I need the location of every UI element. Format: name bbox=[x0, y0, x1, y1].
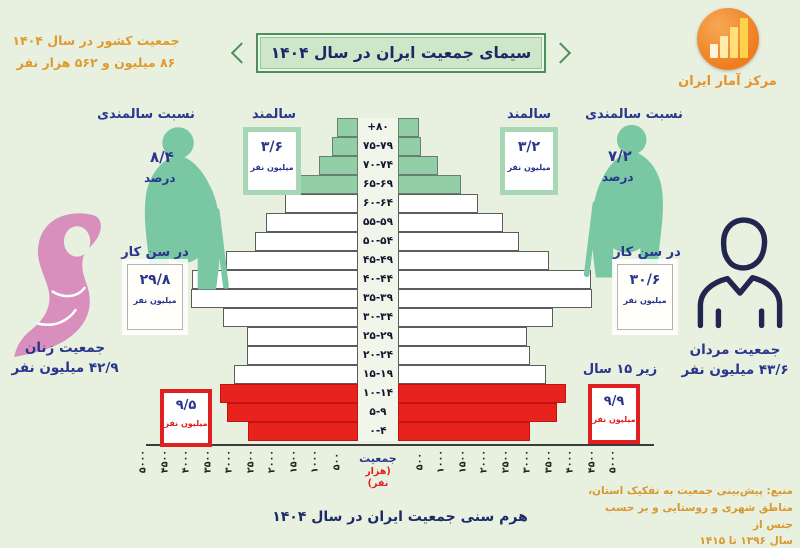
pyramid-bar-female bbox=[285, 194, 358, 213]
pyramid-bar-female bbox=[247, 327, 358, 346]
pyramid-bar-male bbox=[398, 251, 549, 270]
age-group-label: +۸۰ bbox=[367, 121, 389, 133]
x-axis-caption-unit: (هزار نفر) bbox=[365, 465, 391, 489]
male-population-title: جمعیت مردان bbox=[689, 342, 781, 358]
axis-tick-label: ۴۰۰۰ bbox=[180, 449, 192, 474]
male-aging-ratio-unit: درصد bbox=[602, 170, 634, 184]
pyramid-bar-female bbox=[247, 346, 358, 365]
x-axis-caption-main: جمعیت bbox=[359, 452, 397, 465]
source-line1: منبع: پیش‌بینی جمعیت به تفکیک استان، bbox=[588, 485, 793, 497]
age-group-label: ۱۵-۱۹ bbox=[363, 368, 393, 380]
male-elderly-unit: میلیون نفر bbox=[507, 163, 551, 172]
banner-chevron-left-icon bbox=[231, 42, 252, 63]
country-population-line1: جمعیت کشور در سال ۱۴۰۴ bbox=[12, 33, 180, 48]
age-group-label: ۴۰-۴۴ bbox=[363, 273, 393, 285]
source-line2: مناطق شهری و روستایی و بر حسب جنس از bbox=[604, 501, 793, 531]
female-aging-ratio-unit: درصد bbox=[144, 171, 176, 185]
axis-tick-label: ۱۰۰۰ bbox=[309, 449, 321, 474]
age-group-label: ۲۰-۲۴ bbox=[363, 349, 393, 361]
banner-chevron-right-icon bbox=[550, 42, 571, 63]
male-aging-ratio-value: ۷/۲ bbox=[608, 147, 632, 165]
page-title: سیمای جمعیت ایران در سال ۱۴۰۴ bbox=[270, 44, 532, 62]
age-group-label: ۰-۴ bbox=[369, 425, 387, 437]
axis-tick-label: ۵۰۰ bbox=[331, 452, 342, 471]
female-elderly-value: ۳/۶ bbox=[260, 139, 284, 155]
axis-tick-label: ۴۵۰۰ bbox=[159, 449, 170, 474]
pyramid-bar-male bbox=[398, 289, 592, 308]
axis-tick-label: ۴۵۰۰ bbox=[586, 449, 597, 474]
pyramid-bar-male bbox=[398, 384, 566, 403]
female-working-age-value: ۲۹/۸ bbox=[139, 272, 171, 288]
pyramid-bar-male bbox=[398, 346, 530, 365]
age-group-label: ۵۰-۵۴ bbox=[363, 235, 393, 247]
pyramid-bar-female bbox=[300, 175, 358, 194]
country-population-line2: ۸۶ میلیون و ۵۶۲ هزار نفر bbox=[16, 54, 176, 70]
axis-tick-label: ۳۵۰۰ bbox=[202, 449, 213, 474]
female-working-age-label: در سن کار bbox=[121, 245, 189, 260]
age-group-label: ۳۵-۳۹ bbox=[363, 292, 393, 304]
male-under15-value: ۹/۹ bbox=[603, 394, 625, 409]
age-group-label: ۶۵-۶۹ bbox=[363, 178, 393, 190]
pyramid-bar-male bbox=[398, 327, 527, 346]
age-group-label: ۴۵-۴۹ bbox=[363, 254, 393, 266]
axis-tick-label: ۳۵۰۰ bbox=[543, 449, 554, 474]
female-under15-box bbox=[160, 389, 212, 447]
male-under15-box bbox=[588, 384, 640, 444]
age-group-label: ۶۰-۶۴ bbox=[363, 197, 393, 209]
axis-tick-label: ۲۵۰۰ bbox=[245, 449, 256, 474]
man-icon bbox=[686, 204, 794, 338]
pyramid-bar-female bbox=[248, 422, 358, 441]
male-elderly-value: ۳/۲ bbox=[517, 139, 541, 155]
male-working-age-unit: میلیون نفر bbox=[623, 296, 667, 305]
male-population-value: ۴۳/۶ میلیون نفر bbox=[681, 362, 789, 379]
male-population-label bbox=[674, 340, 796, 381]
axis-tick-label: ۳۰۰۰ bbox=[521, 449, 533, 474]
male-under15-unit: میلیون نفر bbox=[592, 415, 636, 424]
axis-tick-label: ۵۰۰۰ bbox=[137, 449, 149, 474]
bar-chart-logo-icon bbox=[697, 8, 759, 70]
female-elderly-unit: میلیون نفر bbox=[250, 163, 294, 172]
pyramid-bar-male bbox=[398, 213, 503, 232]
female-aging-ratio-value: ۸/۴ bbox=[150, 148, 174, 166]
male-under15-label: زیر ۱۵ سال bbox=[582, 362, 658, 377]
title-banner bbox=[256, 33, 546, 73]
pyramid-bar-male bbox=[398, 422, 530, 441]
axis-tick-label: ۱۵۰۰ bbox=[457, 449, 468, 474]
pyramid-bar-male bbox=[398, 175, 461, 194]
female-elderly-label: سالمند bbox=[251, 107, 297, 122]
pyramid-bar-male bbox=[398, 403, 557, 422]
axis-tick-label: ۲۰۰۰ bbox=[478, 449, 490, 474]
axis-tick-label: ۱۰۰۰ bbox=[435, 449, 447, 474]
pyramid-bar-male bbox=[398, 194, 478, 213]
pyramid-bar-female bbox=[223, 308, 358, 327]
axis-tick-label: ۲۵۰۰ bbox=[500, 449, 511, 474]
x-axis-line bbox=[146, 444, 654, 446]
age-group-label: ۳۰-۳۴ bbox=[363, 311, 393, 323]
axis-tick-label: ۵۰۰ bbox=[414, 452, 425, 471]
pyramid-bar-male bbox=[398, 156, 438, 175]
pyramid-bar-male bbox=[398, 232, 519, 251]
pyramid-bar-female bbox=[332, 137, 358, 156]
axis-tick-label: ۱۵۰۰ bbox=[288, 449, 299, 474]
source-line3: سال ۱۳۹۶ تا ۱۴۱۵ bbox=[699, 535, 793, 548]
pyramid-bar-female bbox=[255, 232, 358, 251]
age-group-label: ۷۵-۷۹ bbox=[363, 140, 393, 152]
female-under15-value: ۹/۵ bbox=[175, 398, 197, 413]
axis-tick-label: ۴۰۰۰ bbox=[564, 449, 576, 474]
pyramid-bar-female bbox=[234, 365, 358, 384]
female-aging-ratio-label: نسبت سالمندی bbox=[97, 107, 195, 122]
x-axis-caption bbox=[356, 452, 400, 490]
pyramid-bar-male bbox=[398, 137, 421, 156]
country-population-note bbox=[6, 30, 186, 74]
male-aging-ratio-label: نسبت سالمندی bbox=[585, 107, 683, 122]
female-population-value: ۴۲/۹ میلیون نفر bbox=[11, 360, 119, 377]
female-working-age-unit: میلیون نفر bbox=[133, 296, 177, 305]
female-under15-unit: میلیون نفر bbox=[164, 419, 208, 428]
male-working-age-value: ۳۰/۶ bbox=[629, 272, 661, 288]
source-note bbox=[575, 483, 793, 548]
age-group-label: ۵-۹ bbox=[369, 406, 387, 418]
female-elderly-box bbox=[243, 127, 301, 195]
male-working-age-box bbox=[617, 264, 673, 330]
age-group-label: ۵۵-۵۹ bbox=[363, 216, 393, 228]
pyramid-bar-male bbox=[398, 365, 546, 384]
pyramid-bar-female bbox=[319, 156, 358, 175]
axis-tick-label: ۲۰۰۰ bbox=[266, 449, 278, 474]
logo-caption: مرکز آمار ایران bbox=[678, 74, 777, 89]
chart-caption: هرم سنی جمعیت ایران در سال ۱۴۰۴ bbox=[272, 509, 528, 525]
male-elderly-box bbox=[500, 127, 558, 195]
female-population-label bbox=[4, 338, 126, 379]
female-population-title: جمعیت زنان bbox=[24, 340, 106, 356]
axis-tick-label: ۳۰۰۰ bbox=[223, 449, 235, 474]
age-group-label: ۲۵-۲۹ bbox=[363, 330, 393, 342]
statistical-center-logo bbox=[660, 8, 795, 89]
age-group-label: ۱۰-۱۴ bbox=[363, 387, 393, 399]
pyramid-bar-male bbox=[398, 308, 553, 327]
pyramid-bar-female bbox=[266, 213, 358, 232]
pyramid-bar-female bbox=[337, 118, 359, 137]
pyramid-bar-female bbox=[220, 384, 358, 403]
male-elderly-label: سالمند bbox=[506, 107, 552, 122]
axis-tick-label: ۵۰۰۰ bbox=[607, 449, 619, 474]
pyramid-bar-female bbox=[227, 403, 358, 422]
age-group-label: ۷۰-۷۴ bbox=[363, 159, 393, 171]
pyramid-bar-male bbox=[398, 118, 419, 137]
male-working-age-label: در سن کار bbox=[613, 245, 681, 260]
female-working-age-box bbox=[127, 264, 183, 330]
